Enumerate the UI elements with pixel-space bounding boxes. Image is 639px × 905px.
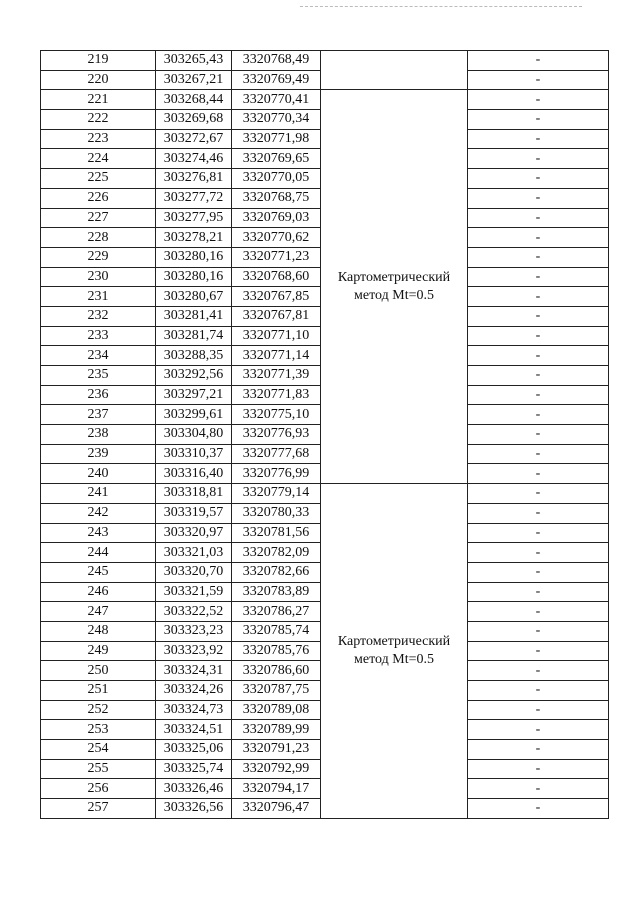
x-coordinate-cell: 303268,44 — [156, 90, 232, 110]
accuracy-value-cell: - — [468, 425, 609, 445]
point-number-cell: 227 — [41, 208, 156, 228]
accuracy-value-cell: - — [468, 90, 609, 110]
x-coordinate-cell: 303326,56 — [156, 799, 232, 819]
point-number-cell: 248 — [41, 621, 156, 641]
accuracy-value-cell: - — [468, 543, 609, 563]
y-coordinate-cell: 3320771,23 — [232, 247, 321, 267]
accuracy-value-cell: - — [468, 326, 609, 346]
y-coordinate-cell: 3320781,56 — [232, 523, 321, 543]
y-coordinate-cell: 3320796,47 — [232, 799, 321, 819]
y-coordinate-cell: 3320780,33 — [232, 503, 321, 523]
x-coordinate-cell: 303299,61 — [156, 405, 232, 425]
accuracy-value-cell: - — [468, 149, 609, 169]
x-coordinate-cell: 303316,40 — [156, 464, 232, 484]
accuracy-value-cell: - — [468, 208, 609, 228]
x-coordinate-cell: 303325,06 — [156, 740, 232, 760]
y-coordinate-cell: 3320775,10 — [232, 405, 321, 425]
y-coordinate-cell: 3320777,68 — [232, 444, 321, 464]
accuracy-value-cell: - — [468, 366, 609, 386]
point-number-cell: 244 — [41, 543, 156, 563]
y-coordinate-cell: 3320782,66 — [232, 562, 321, 582]
x-coordinate-cell: 303277,72 — [156, 188, 232, 208]
y-coordinate-cell: 3320771,10 — [232, 326, 321, 346]
y-coordinate-cell: 3320768,60 — [232, 267, 321, 287]
coordinates-table-body — [41, 51, 609, 819]
x-coordinate-cell: 303322,52 — [156, 602, 232, 622]
accuracy-value-cell: - — [468, 759, 609, 779]
accuracy-value-cell: - — [468, 661, 609, 681]
x-coordinate-cell: 303326,46 — [156, 779, 232, 799]
accuracy-value-cell: - — [468, 779, 609, 799]
x-coordinate-cell: 303297,21 — [156, 385, 232, 405]
x-coordinate-cell: 303269,68 — [156, 110, 232, 130]
accuracy-value-cell: - — [468, 621, 609, 641]
y-coordinate-cell: 3320792,99 — [232, 759, 321, 779]
x-coordinate-cell: 303324,31 — [156, 661, 232, 681]
accuracy-value-cell: - — [468, 562, 609, 582]
x-coordinate-cell: 303280,16 — [156, 267, 232, 287]
accuracy-value-cell: - — [468, 641, 609, 661]
point-number-cell: 219 — [41, 51, 156, 71]
y-coordinate-cell: 3320789,08 — [232, 700, 321, 720]
x-coordinate-cell: 303321,59 — [156, 582, 232, 602]
y-coordinate-cell: 3320787,75 — [232, 681, 321, 701]
y-coordinate-cell: 3320782,09 — [232, 543, 321, 563]
table-row — [41, 90, 609, 110]
y-coordinate-cell: 3320768,49 — [232, 51, 321, 71]
accuracy-value-cell: - — [468, 129, 609, 149]
x-coordinate-cell: 303320,97 — [156, 523, 232, 543]
x-coordinate-cell: 303276,81 — [156, 169, 232, 189]
point-number-cell: 225 — [41, 169, 156, 189]
x-coordinate-cell: 303292,56 — [156, 366, 232, 386]
x-coordinate-cell: 303324,73 — [156, 700, 232, 720]
point-number-cell: 239 — [41, 444, 156, 464]
x-coordinate-cell: 303304,80 — [156, 425, 232, 445]
point-number-cell: 226 — [41, 188, 156, 208]
x-coordinate-cell: 303325,74 — [156, 759, 232, 779]
point-number-cell: 221 — [41, 90, 156, 110]
point-number-cell: 245 — [41, 562, 156, 582]
accuracy-value-cell: - — [468, 267, 609, 287]
x-coordinate-cell: 303318,81 — [156, 484, 232, 504]
point-number-cell: 237 — [41, 405, 156, 425]
point-number-cell: 240 — [41, 464, 156, 484]
accuracy-value-cell: - — [468, 681, 609, 701]
x-coordinate-cell: 303288,35 — [156, 346, 232, 366]
point-number-cell: 247 — [41, 602, 156, 622]
point-number-cell: 220 — [41, 70, 156, 90]
y-coordinate-cell: 3320789,99 — [232, 720, 321, 740]
point-number-cell: 243 — [41, 523, 156, 543]
y-coordinate-cell: 3320771,14 — [232, 346, 321, 366]
accuracy-value-cell: - — [468, 503, 609, 523]
accuracy-value-cell: - — [468, 247, 609, 267]
y-coordinate-cell: 3320771,83 — [232, 385, 321, 405]
table-row — [41, 51, 609, 71]
x-coordinate-cell: 303310,37 — [156, 444, 232, 464]
accuracy-value-cell: - — [468, 405, 609, 425]
point-number-cell: 250 — [41, 661, 156, 681]
point-number-cell: 234 — [41, 346, 156, 366]
accuracy-value-cell: - — [468, 464, 609, 484]
x-coordinate-cell: 303274,46 — [156, 149, 232, 169]
y-coordinate-cell: 3320785,76 — [232, 641, 321, 661]
y-coordinate-cell: 3320770,34 — [232, 110, 321, 130]
y-coordinate-cell: 3320786,27 — [232, 602, 321, 622]
point-number-cell: 241 — [41, 484, 156, 504]
y-coordinate-cell: 3320785,74 — [232, 621, 321, 641]
table-row — [41, 484, 609, 504]
accuracy-value-cell: - — [468, 188, 609, 208]
accuracy-value-cell: - — [468, 700, 609, 720]
y-coordinate-cell: 3320770,62 — [232, 228, 321, 248]
x-coordinate-cell: 303323,23 — [156, 621, 232, 641]
x-coordinate-cell: 303324,51 — [156, 720, 232, 740]
y-coordinate-cell: 3320767,85 — [232, 287, 321, 307]
accuracy-value-cell: - — [468, 346, 609, 366]
y-coordinate-cell: 3320769,49 — [232, 70, 321, 90]
y-coordinate-cell: 3320794,17 — [232, 779, 321, 799]
accuracy-value-cell: - — [468, 287, 609, 307]
y-coordinate-cell: 3320791,23 — [232, 740, 321, 760]
method-line-1: Картометрический — [337, 633, 451, 649]
accuracy-value-cell: - — [468, 602, 609, 622]
accuracy-value-cell: - — [468, 720, 609, 740]
method-cell — [321, 90, 468, 484]
x-coordinate-cell: 303280,67 — [156, 287, 232, 307]
y-coordinate-cell: 3320776,99 — [232, 464, 321, 484]
y-coordinate-cell: 3320783,89 — [232, 582, 321, 602]
accuracy-value-cell: - — [468, 70, 609, 90]
x-coordinate-cell: 303324,26 — [156, 681, 232, 701]
scan-header-line — [300, 6, 582, 7]
y-coordinate-cell: 3320771,98 — [232, 129, 321, 149]
x-coordinate-cell: 303280,16 — [156, 247, 232, 267]
x-coordinate-cell: 303278,21 — [156, 228, 232, 248]
method-line-2: метод Mt=0.5 — [354, 287, 434, 303]
y-coordinate-cell: 3320769,65 — [232, 149, 321, 169]
x-coordinate-cell: 303267,21 — [156, 70, 232, 90]
accuracy-value-cell: - — [468, 228, 609, 248]
point-number-cell: 252 — [41, 700, 156, 720]
accuracy-value-cell: - — [468, 169, 609, 189]
accuracy-value-cell: - — [468, 582, 609, 602]
point-number-cell: 233 — [41, 326, 156, 346]
y-coordinate-cell: 3320770,05 — [232, 169, 321, 189]
method-line-1: Картометрический — [337, 269, 451, 285]
point-number-cell: 242 — [41, 503, 156, 523]
x-coordinate-cell: 303281,74 — [156, 326, 232, 346]
point-number-cell: 222 — [41, 110, 156, 130]
x-coordinate-cell: 303320,70 — [156, 562, 232, 582]
x-coordinate-cell: 303272,67 — [156, 129, 232, 149]
method-cell — [321, 484, 468, 819]
point-number-cell: 236 — [41, 385, 156, 405]
accuracy-value-cell: - — [468, 799, 609, 819]
y-coordinate-cell: 3320779,14 — [232, 484, 321, 504]
y-coordinate-cell: 3320768,75 — [232, 188, 321, 208]
x-coordinate-cell: 303319,57 — [156, 503, 232, 523]
point-number-cell: 246 — [41, 582, 156, 602]
accuracy-value-cell: - — [468, 740, 609, 760]
point-number-cell: 235 — [41, 366, 156, 386]
accuracy-value-cell: - — [468, 110, 609, 130]
point-number-cell: 254 — [41, 740, 156, 760]
point-number-cell: 229 — [41, 247, 156, 267]
accuracy-value-cell: - — [468, 385, 609, 405]
point-number-cell: 224 — [41, 149, 156, 169]
y-coordinate-cell: 3320771,39 — [232, 366, 321, 386]
x-coordinate-cell: 303281,41 — [156, 306, 232, 326]
method-cell-continued — [321, 51, 468, 90]
point-number-cell: 230 — [41, 267, 156, 287]
point-number-cell: 253 — [41, 720, 156, 740]
point-number-cell: 251 — [41, 681, 156, 701]
y-coordinate-cell: 3320769,03 — [232, 208, 321, 228]
point-number-cell: 231 — [41, 287, 156, 307]
point-number-cell: 238 — [41, 425, 156, 445]
x-coordinate-cell: 303277,95 — [156, 208, 232, 228]
method-line-2: метод Mt=0.5 — [354, 651, 434, 667]
point-number-cell: 257 — [41, 799, 156, 819]
y-coordinate-cell: 3320786,60 — [232, 661, 321, 681]
accuracy-value-cell: - — [468, 51, 609, 71]
x-coordinate-cell: 303323,92 — [156, 641, 232, 661]
y-coordinate-cell: 3320770,41 — [232, 90, 321, 110]
point-number-cell: 249 — [41, 641, 156, 661]
y-coordinate-cell: 3320776,93 — [232, 425, 321, 445]
y-coordinate-cell: 3320767,81 — [232, 306, 321, 326]
accuracy-value-cell: - — [468, 484, 609, 504]
point-number-cell: 228 — [41, 228, 156, 248]
accuracy-value-cell: - — [468, 444, 609, 464]
accuracy-value-cell: - — [468, 523, 609, 543]
x-coordinate-cell: 303265,43 — [156, 51, 232, 71]
point-number-cell: 232 — [41, 306, 156, 326]
point-number-cell: 255 — [41, 759, 156, 779]
accuracy-value-cell: - — [468, 306, 609, 326]
point-number-cell: 256 — [41, 779, 156, 799]
x-coordinate-cell: 303321,03 — [156, 543, 232, 563]
point-number-cell: 223 — [41, 129, 156, 149]
coordinates-table — [40, 50, 609, 819]
